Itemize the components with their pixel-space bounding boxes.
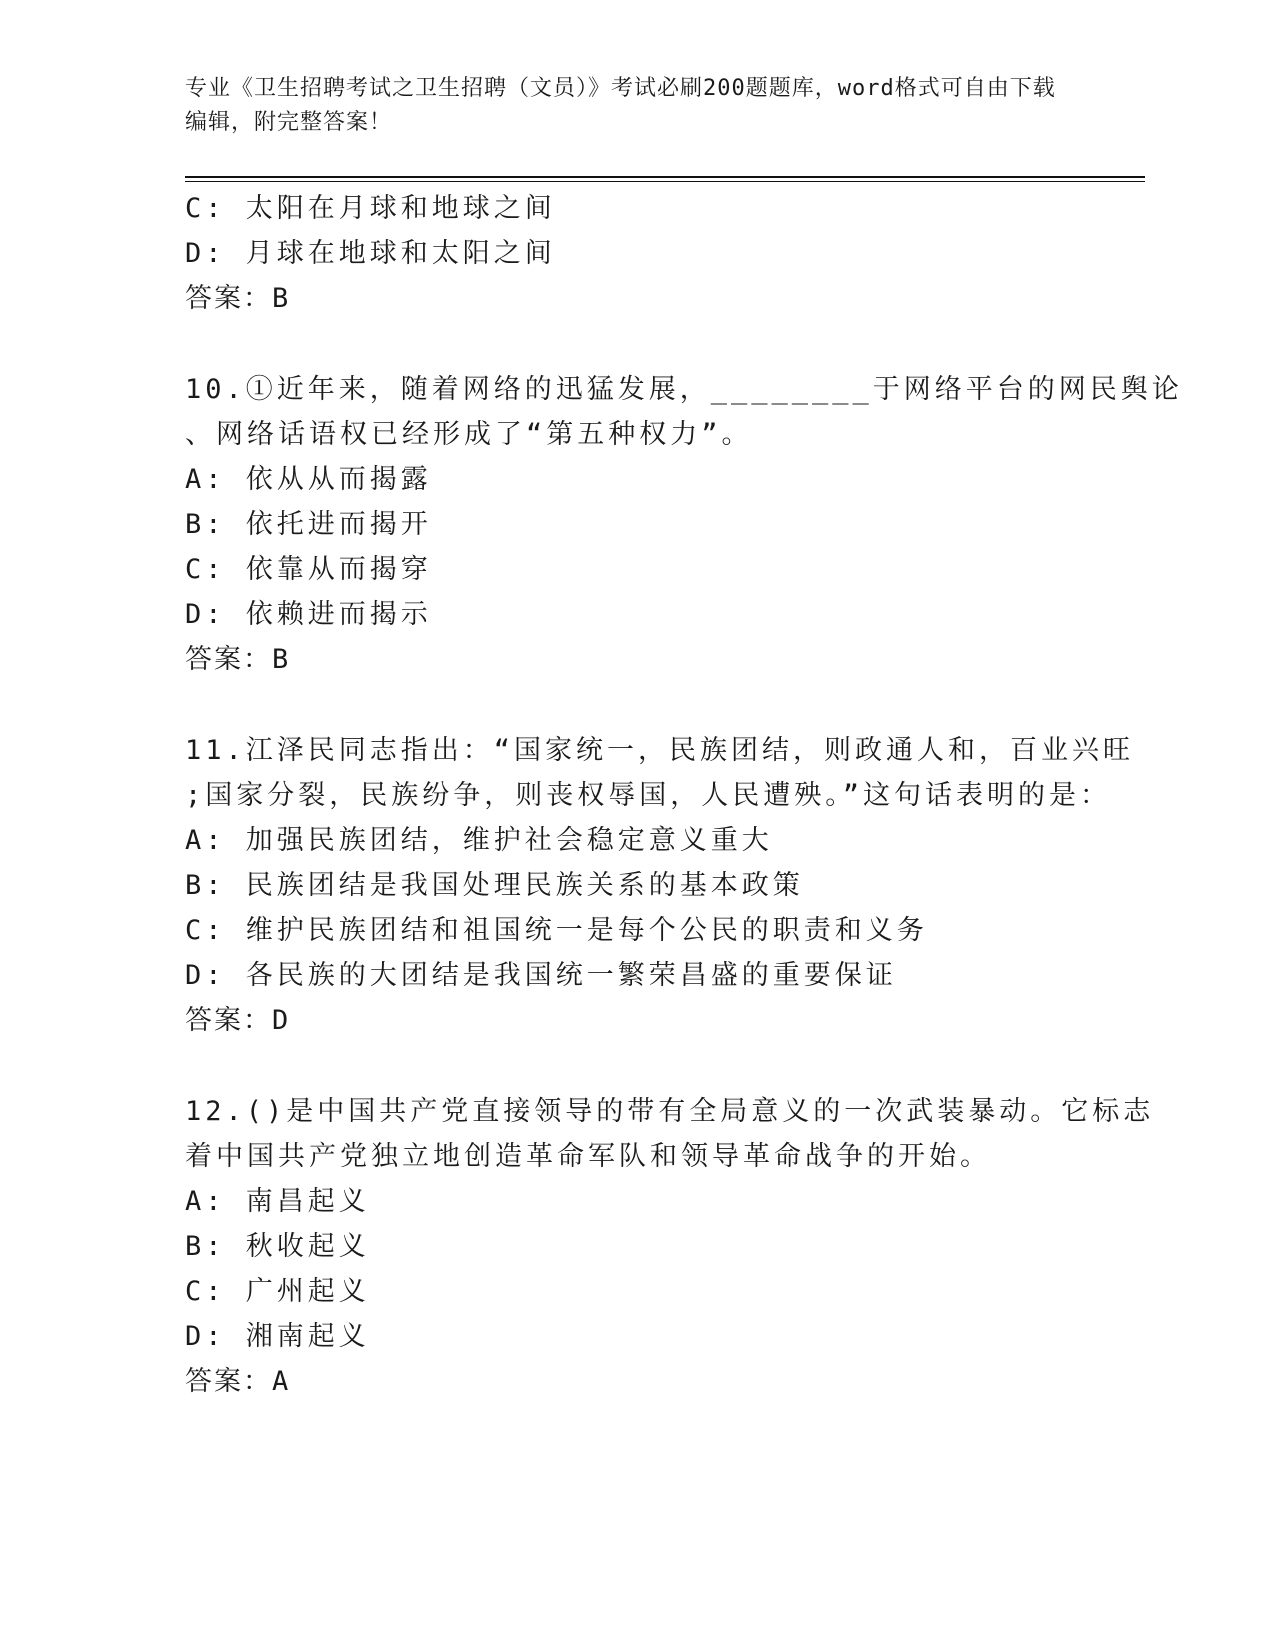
question-9-continued xyxy=(185,186,1085,321)
header-divider-thin xyxy=(185,181,1145,182)
option-a: A: 依从从而揭露 xyxy=(185,464,432,495)
answer-line: 答案：A xyxy=(185,1366,291,1397)
answer-line: 答案：D xyxy=(185,1005,291,1036)
question-10 xyxy=(185,367,1183,682)
answer-line: 答案：B xyxy=(185,644,291,675)
option-d: D: 月球在地球和太阳之间 xyxy=(185,238,556,269)
question-stem-line: 12.()是中国共产党直接领导的带有全局意义的一次武装暴动。它标志 xyxy=(185,1096,1155,1127)
header-divider xyxy=(185,176,1145,178)
question-12 xyxy=(185,1089,1155,1404)
option-c: C: 太阳在月球和地球之间 xyxy=(185,193,556,224)
option-d: D: 湘南起义 xyxy=(185,1321,370,1352)
option-d: D: 依赖进而揭示 xyxy=(185,599,432,630)
question-stem-line: 10.①近年来，随着网络的迅猛发展，________于网络平台的网民舆论 xyxy=(185,374,1183,405)
question-stem-line: 、网络话语权已经形成了“第五种权力”。 xyxy=(185,419,753,450)
option-b: B: 依托进而揭开 xyxy=(185,509,432,540)
page-header: 专业《卫生招聘考试之卫生招聘（文员）》考试必刷200题题库，word格式可自由下载编辑，附完整答案！ xyxy=(185,76,1056,135)
option-a: A: 加强民族团结，维护社会稳定意义重大 xyxy=(185,825,773,856)
question-11 xyxy=(185,728,1135,1043)
option-c: C: 维护民族团结和祖国统一是每个公民的职责和义务 xyxy=(185,915,928,946)
question-list xyxy=(185,186,1183,1404)
question-stem-line: 11.江泽民同志指出：“国家统一，民族团结，则政通人和，百业兴旺 xyxy=(185,735,1135,766)
option-c: C: 广州起义 xyxy=(185,1276,370,1307)
option-c: C: 依靠从而揭穿 xyxy=(185,554,432,585)
question-stem-line: 着中国共产党独立地创造革命军队和领导革命战争的开始。 xyxy=(185,1141,991,1172)
option-b: B: 民族团结是我国处理民族关系的基本政策 xyxy=(185,870,804,901)
option-b: B: 秋收起义 xyxy=(185,1231,370,1262)
answer-line: 答案：B xyxy=(185,283,291,314)
option-a: A: 南昌起义 xyxy=(185,1186,370,1217)
question-stem-line: ;国家分裂，民族纷争，则丧权辱国，人民遭殃。”这句话表明的是： xyxy=(185,780,1112,811)
option-d: D: 各民族的大团结是我国统一繁荣昌盛的重要保证 xyxy=(185,960,897,991)
